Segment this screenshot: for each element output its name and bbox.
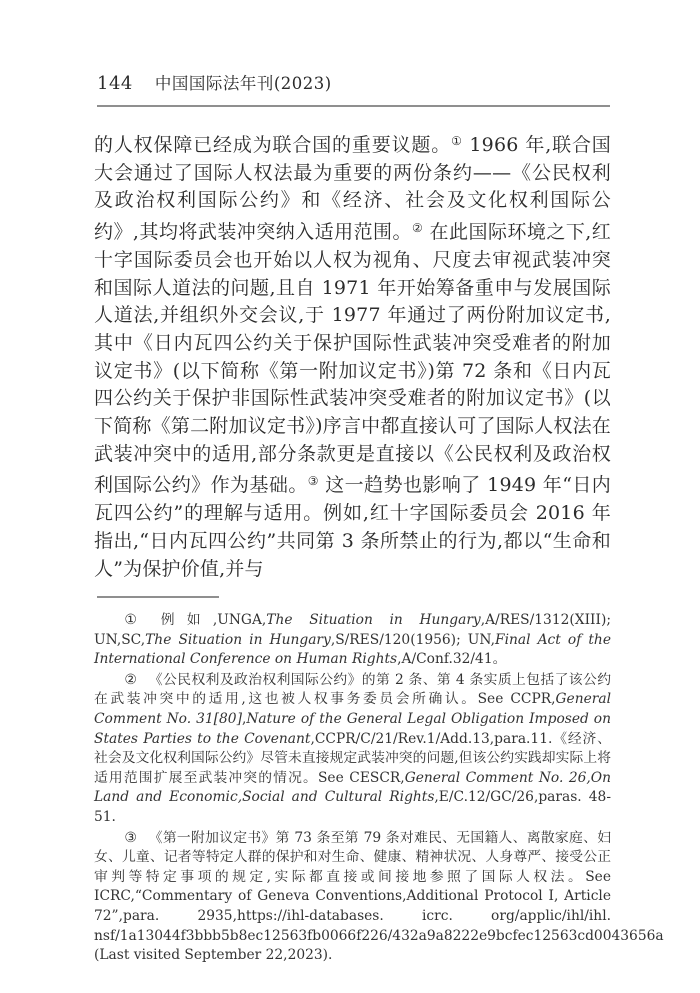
footnote-marker: ② bbox=[124, 671, 138, 688]
footnote-reference-superscript: ③ bbox=[307, 474, 319, 489]
footnote-marker: ① bbox=[124, 612, 149, 628]
footnote-2-italic-citation: General Comment No. 26,On Land and Economic,Social and Cultural Rights bbox=[94, 769, 612, 806]
footnote-1-italic-citation: The Situation in Hungary bbox=[266, 612, 481, 628]
footnote-2-italic-citation: Nature of the General Legal Obligation Imposed on States Parties to the Covenant bbox=[94, 710, 611, 747]
footnote-reference-superscript: ② bbox=[412, 221, 424, 236]
footnote-2-text: , bbox=[241, 710, 247, 727]
footnote-2-text: ,CCPR/C/21/Rev.1/Add.13,para.11.《经济、社会及文化权利国际公约》尽管未直接规定武装冲突的问题,但该公约实践却实际上将适用范围扩展至武装冲突的情况。See CESCR, bbox=[94, 730, 611, 786]
footnote-1 bbox=[94, 611, 611, 670]
footnote-2-text: ,E/C.12/GC/26,paras. 48-51. bbox=[94, 789, 611, 825]
footnote-1-text: ,A/RES/1312(XIII); UN,SC, bbox=[94, 612, 611, 648]
body-paragraph bbox=[94, 128, 611, 583]
book-title: 中国国际法年刊(2023) bbox=[154, 74, 332, 93]
footnotes-section bbox=[94, 611, 664, 967]
footnote-2 bbox=[94, 671, 611, 828]
body-text: 这一趋势也影响了 1949 年“日内瓦四公约”的理解与适用。例如,红十字国际委员会 2016 年指出,“日内瓦四公约”共同第 3 条所禁止的行为,都以“生命和人”为保护价值,并与 bbox=[94, 474, 611, 580]
footnote-reference-superscript: ① bbox=[451, 134, 463, 148]
footnote-3-text: 《第一附加议定书》第 73 条至第 79 条对难民、无国籍人、离散家庭、妇女、儿童、记者等特定人群的保护和对生命、健康、精神状况、人身尊严、接受公正审判等特定事项的规定,实际都直接或间接地参照了国际人权法。See ICRC,“Commentary of Geneva Conventions,Additional Protocol I, Article 72”,para. 2935,https://ihl-databases. icrc. org/applic/ihl/ihl. nsf/1a13044f3bbb5b8ec12563fb0066f226/432a9a8222e9bcfec12563cd0043656a (Last visited September 22,2023). bbox=[94, 829, 664, 964]
footnote-1-text: ,S/RES/120(1956); UN, bbox=[330, 631, 495, 648]
footnote-2-italic-citation: General Comment No. 31[80] bbox=[94, 691, 611, 727]
running-header bbox=[97, 70, 613, 94]
footnote-3 bbox=[94, 829, 664, 966]
footnote-1-italic-citation: The Situation in Hungary bbox=[145, 631, 331, 648]
footnote-2-text: 《公民权利及政治权利国际公约》的第 2 条、第 4 条实质上包括了该公约在武装冲突中的适用,这也被人权事务委员会所确认。See CCPR, bbox=[94, 671, 611, 708]
footnote-1-text: ,A/Conf.32/41。 bbox=[397, 651, 507, 668]
footnote-1-text: 例如,UNGA, bbox=[160, 612, 267, 628]
body-text: 1966 年,联合国大会通过了国际人权法最为重要的两份条约——《公民权利及政治权利国际公约》和《经济、社会及文化权利国际公约》,其均将武装冲突纳入适用范围。 bbox=[94, 134, 611, 244]
footnote-marker: ③ bbox=[124, 829, 138, 846]
footnote-1-italic-citation: Final Act of the International Conference on Human Rights bbox=[94, 631, 611, 668]
page-number: 144 bbox=[97, 73, 133, 94]
body-text: 的人权保障已经成为联合国的重要议题。 bbox=[94, 134, 452, 156]
footnote-separator-rule bbox=[97, 596, 219, 598]
body-text: 在此国际环境之下,红十字国际委员会也开始以人权为视角、尺度去审视武装冲突和国际人道法的问题,且自 1971 年开始筹备重申与发展国际人道法,并组织外交会议,于 1977 年通过了两份附加议定书,其中《日内瓦四公约关于保护国际性武装冲突受难者的附加议定书》(以下简称《第一附加议定书》)第 72 条和《日内瓦四公约关于保护非国际性武装冲突受难者的附加议定书》(以下简称《第二附加议定书》)序言中都直接认可了国际人权法在武装冲突中的适用,部分条款更是直接以《公民权利及政治权利国际公约》作为基础。 bbox=[94, 221, 611, 497]
header-rule bbox=[97, 105, 610, 107]
